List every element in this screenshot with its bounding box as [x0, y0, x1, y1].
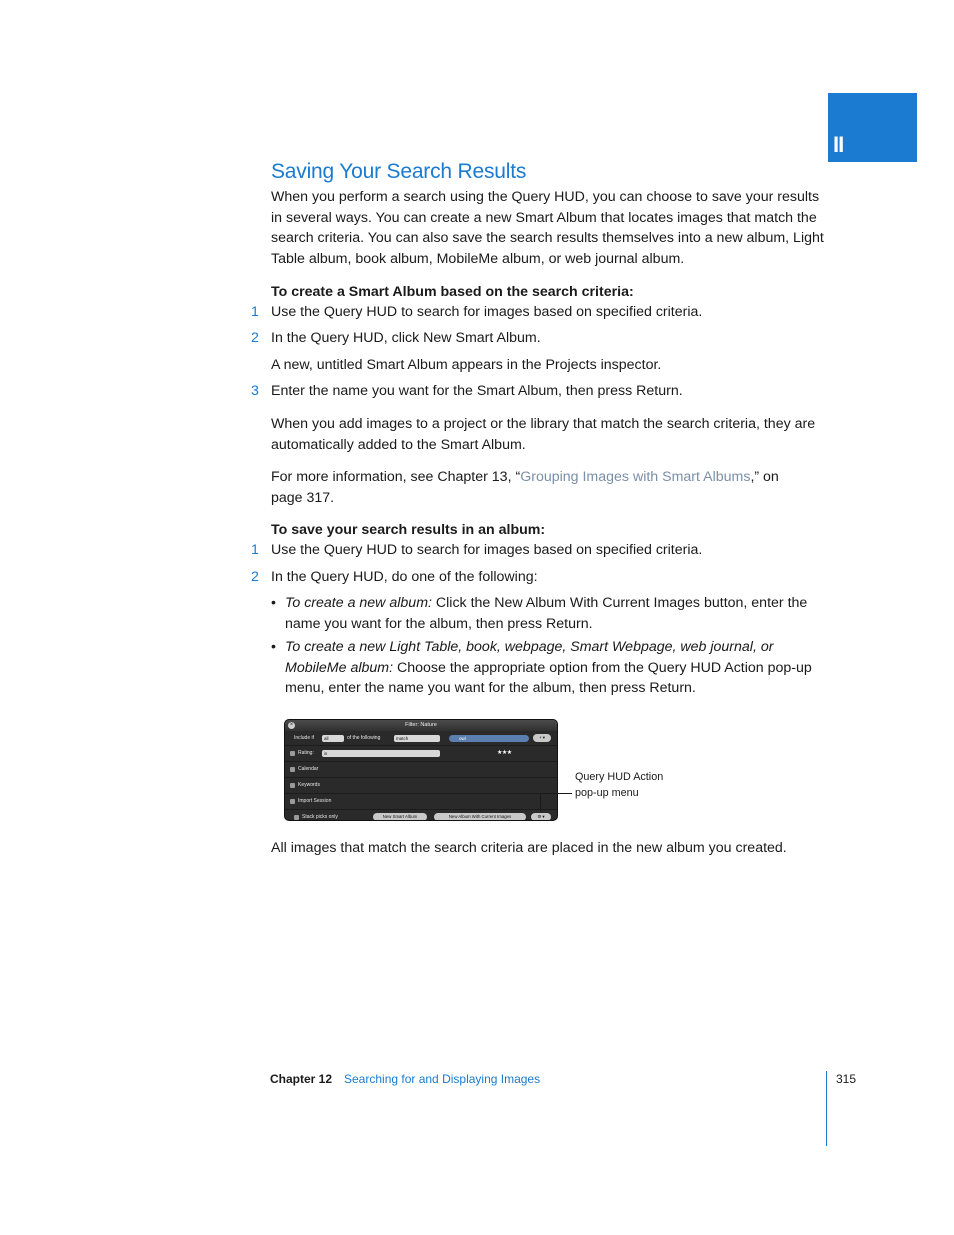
- keywords-checkbox[interactable]: [290, 783, 295, 788]
- close-icon[interactable]: ×: [289, 722, 294, 728]
- rating-operator-popup[interactable]: is: [322, 750, 440, 757]
- more-info-suffix: ,” on page 317.: [271, 469, 779, 506]
- new-smart-album-button[interactable]: New Smart Album: [373, 813, 427, 820]
- include-label: Include if: [294, 735, 315, 741]
- search-field[interactable]: owl: [449, 735, 529, 742]
- callout-line-1: Query HUD Action: [575, 771, 664, 783]
- step-text: Enter the name you want for the Smart Album, then press Return.: [271, 383, 683, 399]
- task-title-album: To save your search results in an album:: [271, 522, 546, 538]
- callout-leader-vertical: [540, 793, 541, 811]
- part-tab: [828, 93, 917, 162]
- page-number: 315: [836, 1072, 857, 1086]
- import-label: Import Session: [298, 798, 332, 804]
- chapter-13-link[interactable]: Grouping Images with Smart Albums: [520, 469, 751, 485]
- include-popup[interactable]: all: [322, 735, 344, 742]
- new-album-current-images-button[interactable]: New Album With Current Images: [434, 813, 526, 820]
- callout-label: [575, 770, 663, 801]
- bullet-text: Choose the appropriate option from the Query HUD Action pop-up menu, enter the name you want for the album, then press Return.: [285, 659, 812, 696]
- step-text: In the Query HUD, do one of the following:: [271, 569, 538, 585]
- smart-album-followup: When you add images to a project or the library that match the search criteria, they are automatically added to the Smart Album.: [271, 416, 816, 453]
- rating-checkbox[interactable]: [290, 751, 295, 756]
- rating-label: Rating:: [298, 750, 314, 756]
- hud-keywords-row: [285, 778, 557, 794]
- hud-include-row: [285, 731, 557, 746]
- step-2-note: A new, untitled Smart Album appears in the Projects inspector.: [271, 357, 662, 373]
- callout-leader-horizontal: [540, 793, 572, 794]
- stack-picks-label: Stack picks only: [302, 814, 338, 820]
- more-info-prefix: For more information, see Chapter 13, “: [271, 469, 521, 485]
- conclusion-paragraph: All images that match the search criteria are placed in the new album you created.: [271, 840, 787, 856]
- intro-paragraph: When you perform a search using the Query HUD, you can choose to save your results in several ways. You can create a new Smart Album that locates images that match the search criteria. You can also save the search results themselves into a new album, Light Table album, book album, MobileMe album, or web journal album.: [271, 189, 824, 267]
- rating-stars[interactable]: ★★★: [497, 750, 512, 756]
- hud-rating-row: [285, 746, 557, 762]
- step-text: In the Query HUD, click New Smart Album.: [271, 330, 541, 346]
- stack-picks-checkbox[interactable]: [294, 815, 299, 820]
- calendar-checkbox[interactable]: [290, 767, 295, 772]
- bullet-lead: To create a new Light Table, book, webpage, Smart Webpage, web journal, or MobileMe album:: [285, 639, 774, 676]
- step-number: 2: [251, 330, 259, 346]
- bullet-text: Click the New Album With Current Images button, enter the name you want for the album, then press Return.: [285, 595, 808, 632]
- step-number: 1: [251, 304, 259, 320]
- keywords-label: Keywords: [298, 782, 320, 788]
- import-checkbox[interactable]: [290, 799, 295, 804]
- hud-title: Filter: Nature: [405, 722, 437, 728]
- callout-line-2: pop-up menu: [575, 786, 639, 799]
- calendar-label: Calendar: [298, 766, 319, 772]
- footer-divider: [826, 1071, 827, 1146]
- hud-calendar-row: [285, 762, 557, 778]
- action-popup-button[interactable]: ⚙ ▾: [531, 813, 551, 820]
- footer-chapter-title: Searching for and Displaying Images: [344, 1072, 541, 1086]
- match-popup[interactable]: match: [394, 735, 440, 742]
- step-number: 3: [251, 383, 259, 399]
- hud-title-bar: [285, 720, 557, 731]
- step-number: 1: [251, 542, 259, 558]
- footer-chapter: Chapter 12: [270, 1072, 333, 1086]
- more-info-paragraph: [271, 467, 791, 508]
- hud-bottom-bar: [285, 810, 557, 820]
- bullet-lead: To create a new album:: [285, 595, 432, 611]
- of-following-label: of the following: [347, 735, 381, 741]
- step-text: Use the Query HUD to search for images based on specified criteria.: [271, 542, 703, 558]
- add-button[interactable]: + ▾: [533, 734, 551, 742]
- step-text: Use the Query HUD to search for images based on specified criteria.: [271, 304, 703, 320]
- part-tab-label: II: [833, 132, 844, 157]
- query-hud: [285, 720, 557, 820]
- task-title-smart-album: To create a Smart Album based on the search criteria:: [271, 284, 634, 300]
- hud-import-row: [285, 794, 557, 810]
- section-heading: Saving Your Search Results: [271, 160, 527, 183]
- step-number: 2: [251, 569, 259, 585]
